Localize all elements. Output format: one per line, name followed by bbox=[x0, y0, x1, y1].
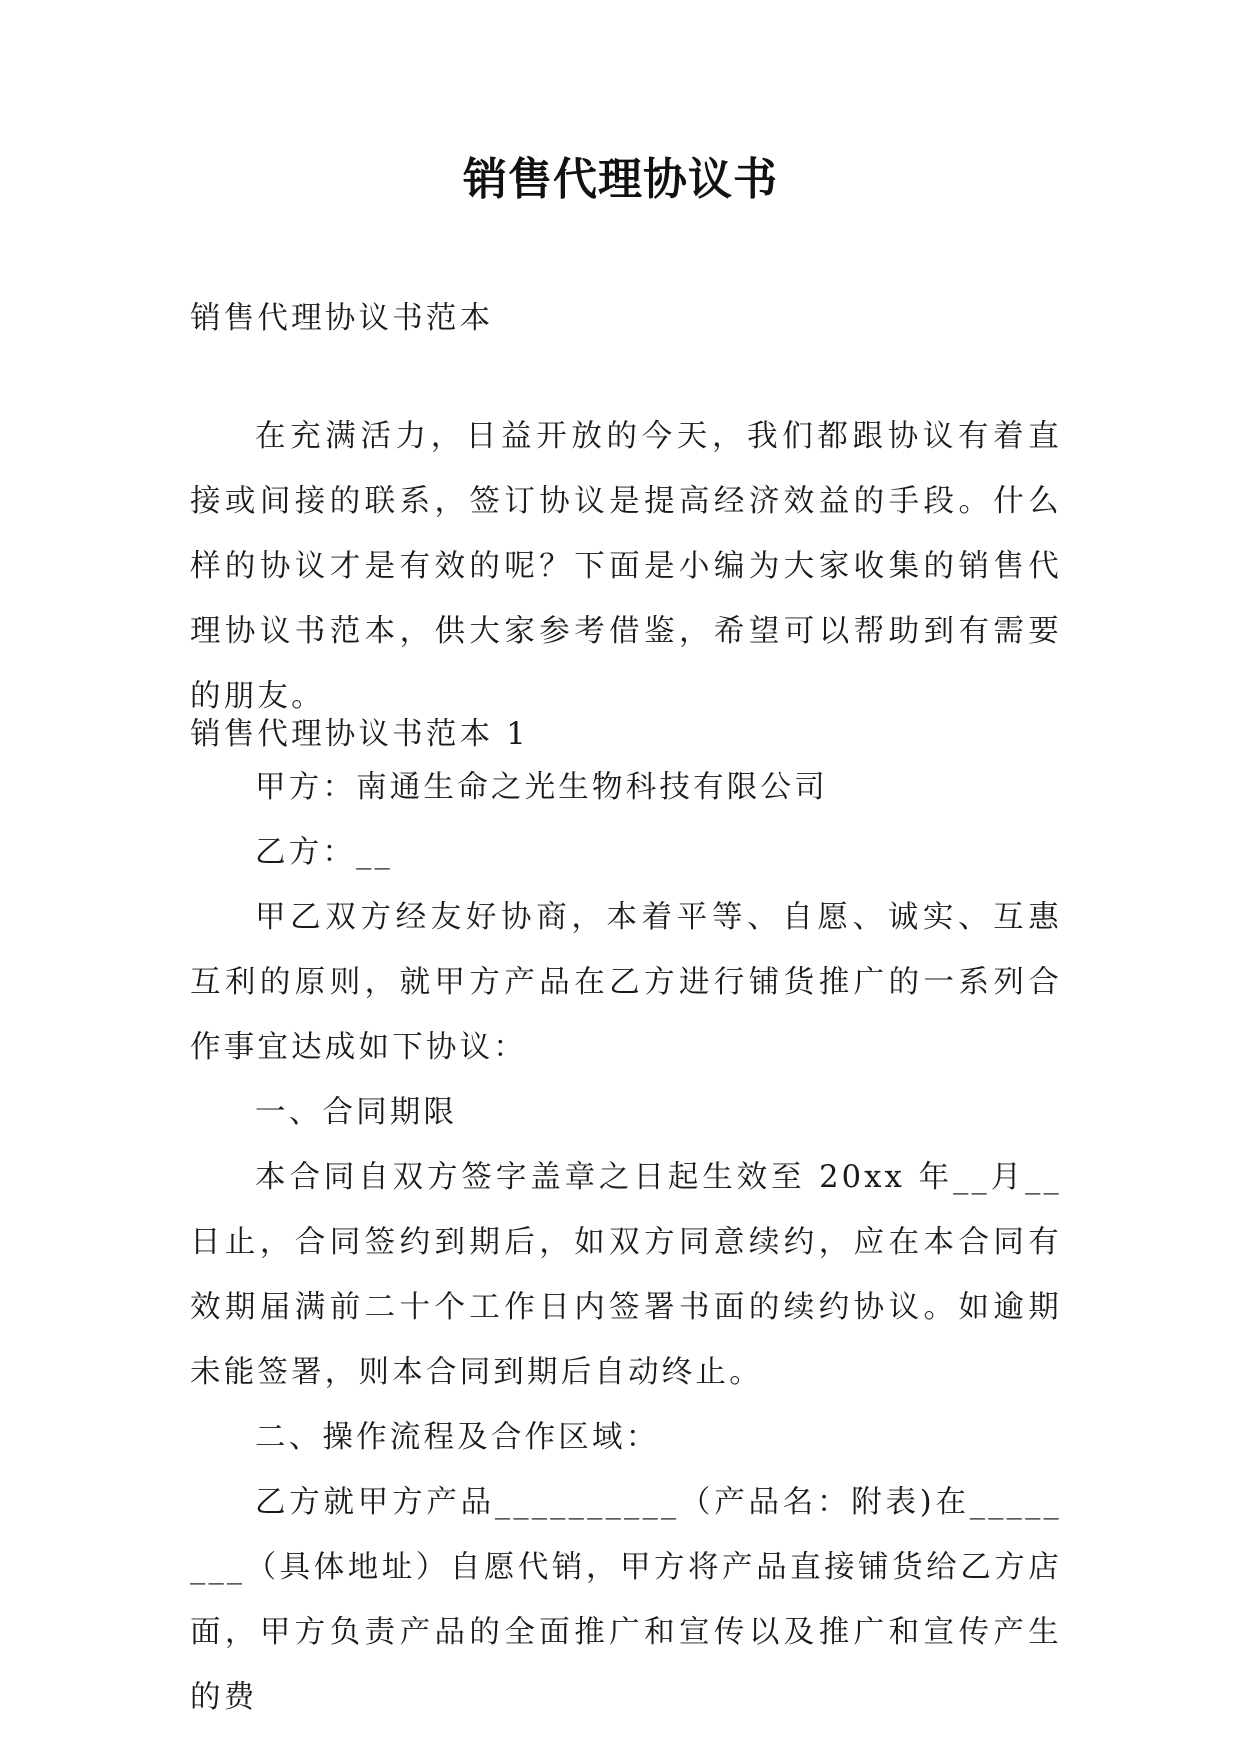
document-title: 销售代理协议书 bbox=[463, 154, 778, 205]
contract-body bbox=[190, 755, 1062, 1730]
sample-heading: 销售代理协议书范本 1 bbox=[190, 717, 529, 752]
document-subtitle: 销售代理协议书范本 bbox=[190, 301, 494, 336]
intro-paragraph bbox=[190, 404, 1062, 729]
party-b-line: 乙方：__ bbox=[255, 835, 393, 870]
section-2-text: 乙方就甲方产品__________（产品名：附表)在________（具体地址）自愿代销，甲方将产品直接铺货给乙方店面，甲方负责产品的全面推广和宣传以及推广和宣传产生的费 bbox=[190, 1485, 1062, 1715]
party-a-line: 甲方：南通生命之光生物科技有限公司 bbox=[255, 770, 828, 805]
intro-text: 在充满活力，日益开放的今天，我们都跟协议有着直接或间接的联系，签订协议是提高经济效益的手段。什么样的协议才是有效的呢？下面是小编为大家收集的销售代理协议书范本，供大家参考借鉴，希望可以帮助到有需要的朋友。 bbox=[190, 419, 1062, 714]
section-2-heading: 二、操作流程及合作区域： bbox=[255, 1420, 660, 1455]
agreement-preamble: 甲乙双方经友好协商，本着平等、自愿、诚实、互惠互利的原则，就甲方产品在乙方进行铺货推广的一系列合作事宜达成如下协议： bbox=[190, 900, 1062, 1065]
section-1-heading: 一、合同期限 bbox=[255, 1095, 458, 1130]
section-1-text: 本合同自双方签字盖章之日起生效至 20xx 年__月__日止，合同签约到期后，如双方同意续约，应在本合同有效期届满前二十个工作日内签署书面的续约协议。如逾期未能签署，则本合同到期后自动终止。 bbox=[190, 1160, 1062, 1390]
